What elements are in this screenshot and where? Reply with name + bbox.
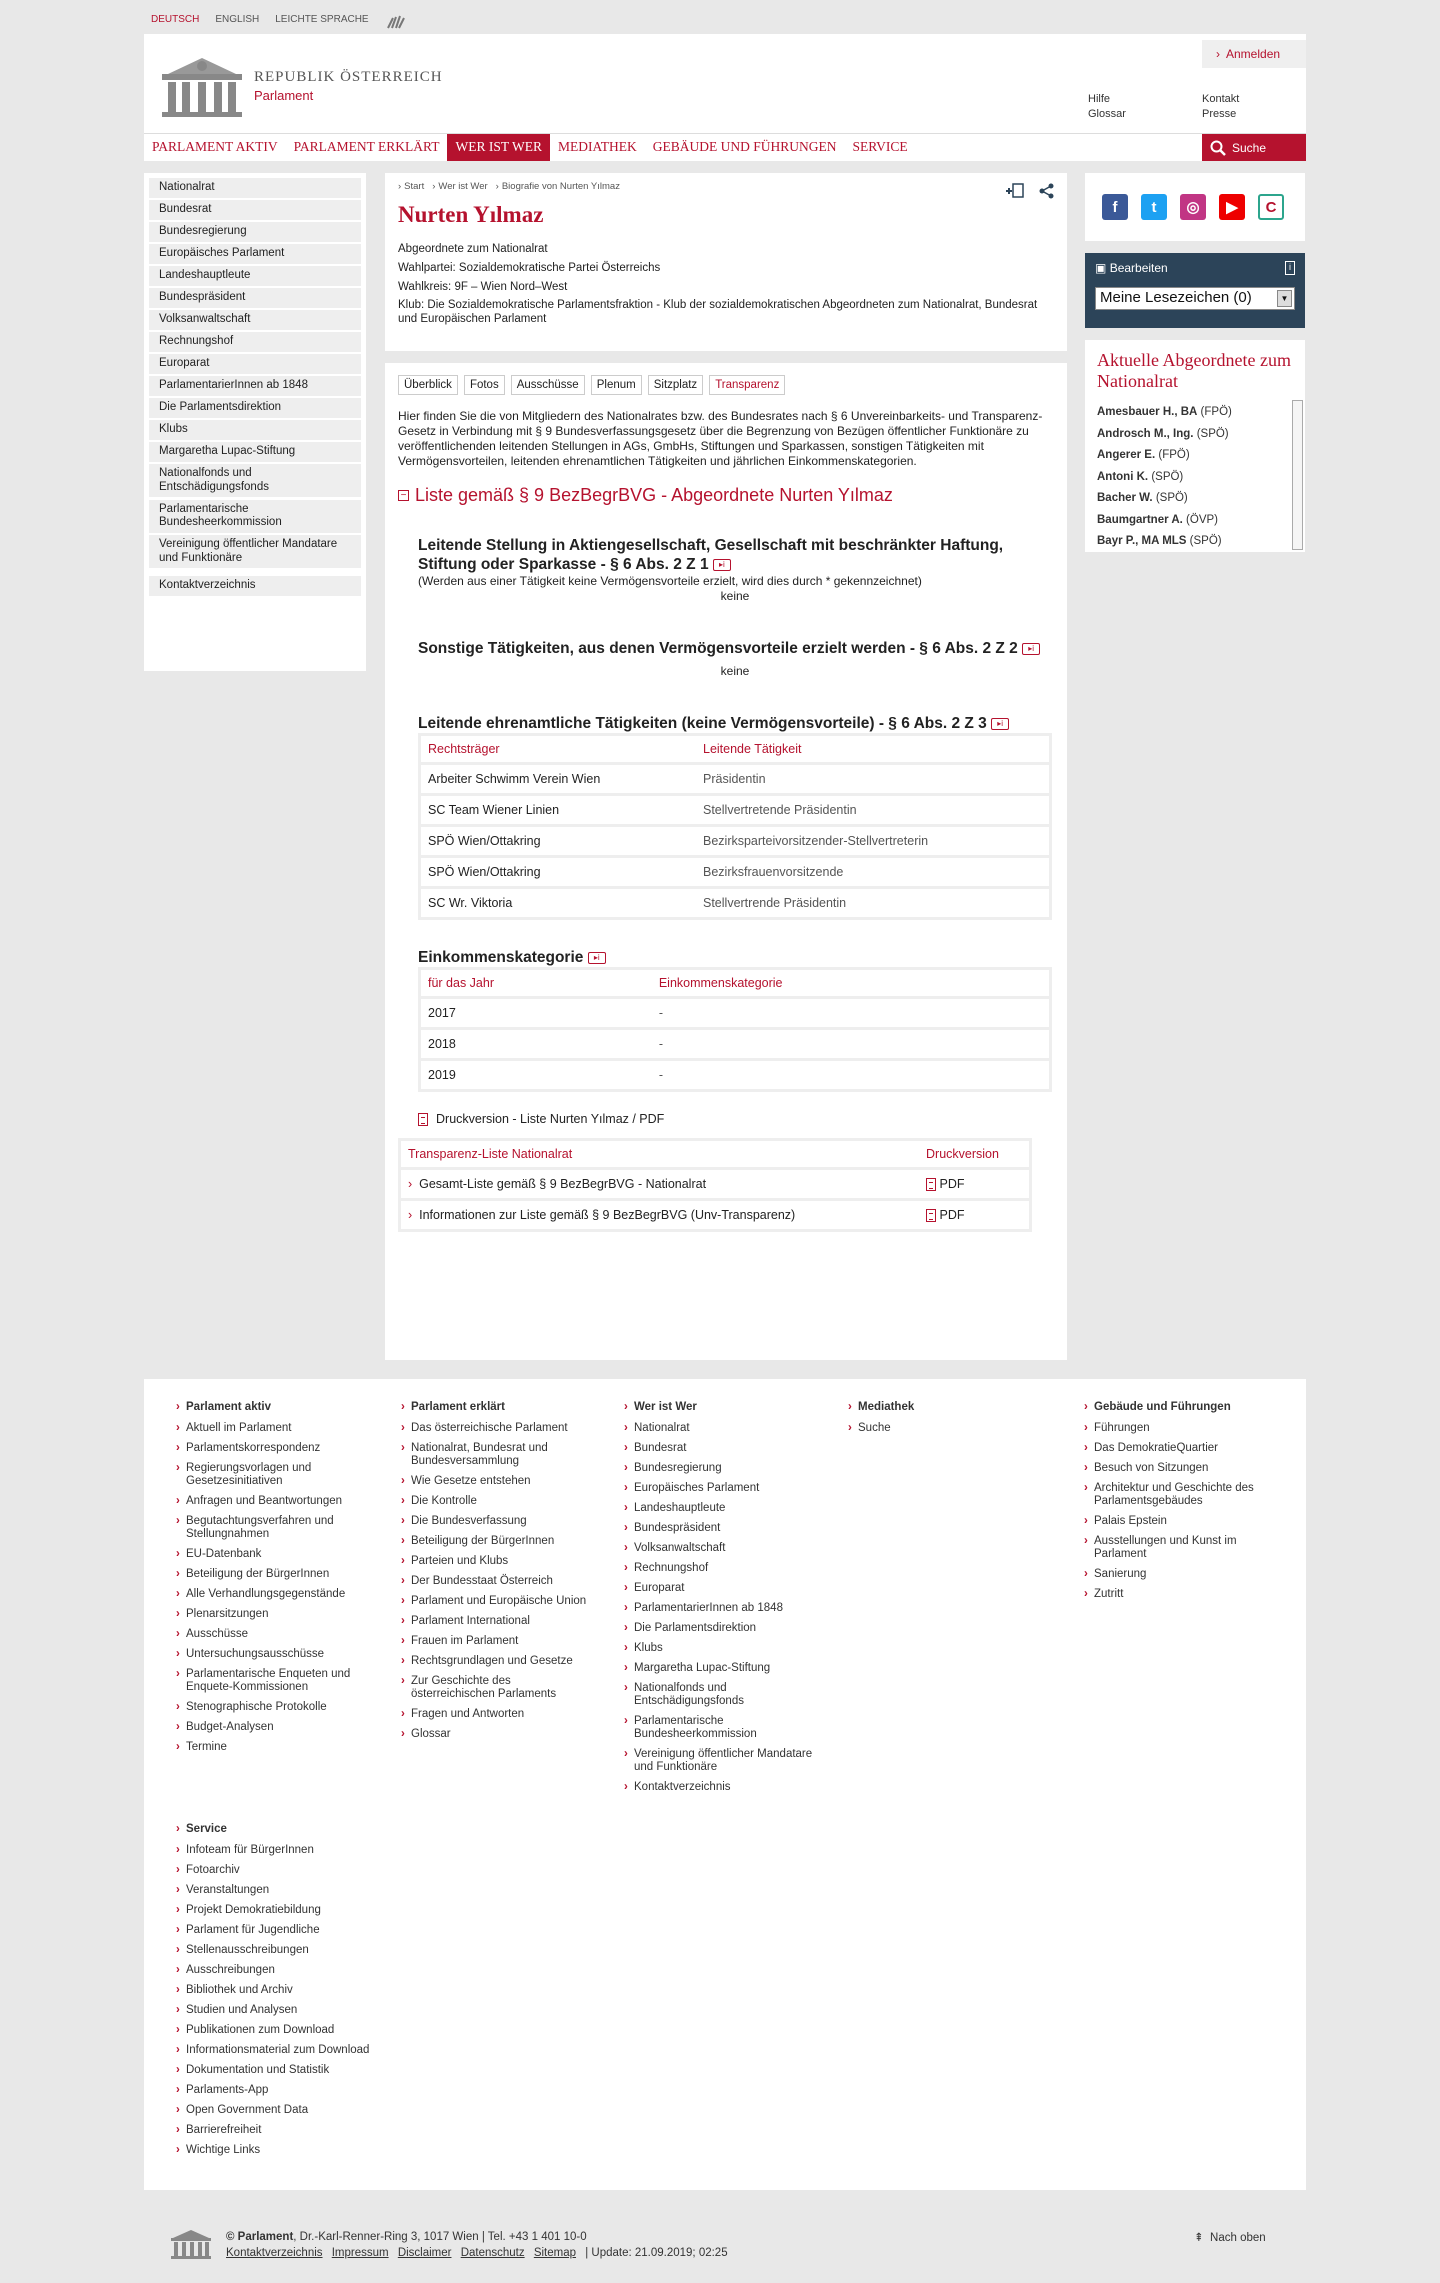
table-cell: -: [652, 1030, 1049, 1058]
sidebar-item[interactable]: Die Parlamentsdirektion: [149, 398, 361, 418]
nav-parlament-erklaert[interactable]: PARLAMENT ERKLÄRT: [293, 139, 440, 154]
footer-heading[interactable]: › Gebäude und Führungen: [1094, 1401, 1274, 1414]
table-cell: Stellvertretende Präsidentin: [696, 796, 1049, 824]
column-header: Transparenz-Liste Nationalrat: [401, 1141, 919, 1167]
footer-link[interactable]: › Fragen und Antworten: [411, 1708, 591, 1721]
bookmarks-panel: [1085, 253, 1305, 328]
table-cell: Bezirksparteivorsitzender-Stellvertreterin: [696, 827, 1049, 855]
search-label: Suche: [1232, 140, 1267, 155]
footer-link[interactable]: › Parteien und Klubs: [411, 1555, 591, 1568]
footer-link[interactable]: › Budget-Analysen: [186, 1721, 376, 1734]
section-note: (Werden aus einer Tätigkeit keine Vermögensvorteile erzielt, wird dies durch * gekennzeichnet): [418, 574, 922, 588]
footer-link[interactable]: › Veranstaltungen: [186, 1884, 426, 1897]
members-scrollbar[interactable]: [1292, 400, 1303, 550]
footer-link[interactable]: › Die Parlamentsdirektion: [634, 1622, 814, 1635]
footer-link[interactable]: › Open Government Data: [186, 2104, 426, 2117]
twitter-icon[interactable]: t: [1141, 194, 1167, 220]
footer-link[interactable]: › Publikationen zum Download: [186, 2024, 426, 2037]
footer-link[interactable]: › Margaretha Lupac-Stiftung: [634, 1662, 814, 1675]
footer-link[interactable]: › Volksanwaltschaft: [634, 1542, 814, 1555]
login-label: Anmelden: [1226, 47, 1281, 61]
chevron-right-icon: ›: [408, 1177, 413, 1192]
back-to-top-label: Nach oben: [1210, 2232, 1266, 2244]
bio-actions: [1005, 183, 1055, 199]
footer-link[interactable]: › Parlament für Jugendliche: [186, 1924, 426, 1937]
footer-link[interactable]: › Parlamentarische Enqueten und Enquete-Kommissionen: [186, 1668, 376, 1694]
footer-link[interactable]: › Stellenausschreibungen: [186, 1944, 426, 1957]
intro-text: Hier finden Sie die von Mitgliedern des Nationalrates bzw. des Bundesrates nach § 6 Unvereinbarkeits- und Transparenz-Gesetz in Verbindung mit § 9 Bundesverfassungsgesetz über die Begrenzung von Bezügen öffentlicher Funktionäre zu veröffentlichenden leitenden Stellungen in AGs, GmbHs, Stiftungen und Sparkassen, sonstigen Tätigkeiten mit Vermögensvorteilen, leitenden ehrenamtlichen Tätigkeiten und jährlichen Einkommenskategorien.: [398, 409, 1043, 468]
transparency-panel: [385, 363, 1067, 1360]
current-members-panel: [1085, 340, 1305, 552]
sidebar-item[interactable]: ParlamentarierInnen ab 1848: [149, 376, 361, 396]
table-row: [421, 1030, 1049, 1058]
logo-subtitle: Parlament: [254, 88, 314, 103]
list-link[interactable]: Gesamt-Liste gemäß § 9 BezBegrBVG - Nationalrat: [419, 1177, 707, 1192]
footer-link[interactable]: › Ausschüsse: [186, 1628, 376, 1641]
footer-link[interactable]: › Studien und Analysen: [186, 2004, 426, 2017]
table-row: [421, 999, 1049, 1027]
footer-link[interactable]: › Bibliothek und Archiv: [186, 1984, 426, 1997]
instagram-icon[interactable]: ◎: [1180, 194, 1206, 220]
column-header: Leitende Tätigkeit: [696, 736, 1049, 762]
arrow-up-icon: ⇞: [1194, 2232, 1204, 2244]
bookmarks-select-value: Meine Lesezeichen (0): [1100, 289, 1252, 306]
transparency-list-table: [398, 1138, 1032, 1232]
list-item[interactable]: Amesbauer H., BA (FPÖ): [1097, 406, 1232, 418]
footer-link[interactable]: › Das österreichische Parlament: [411, 1422, 591, 1435]
tab-transparenz[interactable]: Transparenz: [709, 375, 785, 395]
footer-link[interactable]: › Bundesrat: [634, 1442, 814, 1455]
collapse-icon: −: [398, 490, 409, 501]
table-cell: SPÖ Wien/Ottakring: [421, 858, 696, 886]
footer-link[interactable]: › EU-Datenbank: [186, 1548, 376, 1561]
footer-link[interactable]: › Kontaktverzeichnis: [634, 1781, 814, 1794]
table-row: [421, 765, 1049, 793]
table-row: [421, 858, 1049, 886]
members-title: Aktuelle Abgeordnete zum Nationalrat: [1097, 350, 1291, 391]
section-title: Einkommenskategorie: [418, 949, 584, 966]
share-icon[interactable]: [1039, 183, 1055, 199]
section-value: keine: [720, 664, 750, 678]
footer-link[interactable]: › Palais Epstein: [1094, 1515, 1274, 1528]
footer-column-parlament-aktiv: [186, 1401, 376, 1761]
sidebar-item[interactable]: Vereinigung öffentlicher Mandatare und Funktionäre: [149, 535, 361, 568]
column-header: Einkommenskategorie: [652, 970, 1049, 996]
footer-link[interactable]: › Nationalrat, Bundesrat und Bundesversammlung: [411, 1442, 591, 1468]
footer-link[interactable]: › Vereinigung öffentlicher Mandatare und Funktionäre: [634, 1748, 814, 1774]
lang-leichte-sprache[interactable]: LEICHTE SPRACHE: [275, 14, 369, 25]
section-title: Leitende ehrenamtliche Tätigkeiten (keine Vermögensvorteile) - § 6 Abs. 2 Z 3: [418, 715, 987, 732]
breadcrumb: [398, 181, 1054, 192]
tab-ausschuesse[interactable]: Ausschüsse: [511, 375, 585, 395]
sidebar-item[interactable]: Klubs: [149, 420, 361, 440]
footer-link[interactable]: › Besuch von Sitzungen: [1094, 1462, 1274, 1475]
footer-link[interactable]: › Bundesregierung: [634, 1462, 814, 1475]
list-link[interactable]: Informationen zur Liste gemäß § 9 BezBegrBVG (Unv-Transparenz): [419, 1208, 796, 1223]
facebook-icon[interactable]: f: [1102, 194, 1128, 220]
footer-link[interactable]: › Anfragen und Beantwortungen: [186, 1495, 376, 1508]
info-icon[interactable]: ▸i: [1022, 643, 1040, 655]
page-title: Nurten Yılmaz: [398, 202, 544, 227]
table-row: [421, 796, 1049, 824]
edit-icon: ▣: [1095, 261, 1107, 275]
footer-link[interactable]: › Die Bundesverfassung: [411, 1515, 591, 1528]
table-cell: 2017: [421, 999, 652, 1027]
bio-party: Wahlpartei: Sozialdemokratische Partei Österreichs: [398, 262, 661, 274]
footer-link[interactable]: › Parlament und Europäische Union: [411, 1595, 591, 1608]
nav-wer-ist-wer[interactable]: WER IST WER: [447, 134, 550, 161]
list-item[interactable]: Angerer E. (FPÖ): [1097, 449, 1190, 461]
footer-link[interactable]: › Informationsmaterial zum Download: [186, 2044, 426, 2057]
footer-link[interactable]: › Wichtige Links: [186, 2144, 426, 2157]
table-row: [421, 889, 1049, 917]
breadcrumb-start[interactable]: Start: [404, 181, 425, 192]
footer-link[interactable]: › Das DemokratieQuartier: [1094, 1442, 1274, 1455]
footer-heading[interactable]: › Wer ist Wer: [634, 1401, 814, 1414]
tab-fotos[interactable]: Fotos: [464, 375, 505, 395]
parliament-building-icon: [158, 54, 246, 118]
app-icon[interactable]: C: [1258, 194, 1284, 220]
table-cell: Präsidentin: [696, 765, 1049, 793]
footer-link[interactable]: › Rechnungshof: [634, 1562, 814, 1575]
column-header: Druckversion: [919, 1141, 1029, 1167]
pdf-icon: [418, 1113, 428, 1126]
lang-deutsch[interactable]: DEUTSCH: [151, 14, 200, 25]
language-bar: [151, 14, 407, 30]
footer-link-sitemap[interactable]: Sitemap: [533, 2247, 577, 2259]
sidebar-item[interactable]: Parlamentarische Bundesheerkommission: [149, 500, 361, 533]
section-leitende-stellung: [418, 536, 1052, 603]
table-cell: SPÖ Wien/Ottakring: [421, 827, 696, 855]
footer-link[interactable]: › Ausstellungen und Kunst im Parlament: [1094, 1535, 1274, 1561]
sidebar-navigation: [144, 173, 366, 671]
last-update: | Update: 21.09.2019; 02:25: [585, 2247, 728, 2259]
info-icon[interactable]: ▸i: [991, 718, 1009, 730]
footer-link[interactable]: › Zur Geschichte des österreichischen Parlaments: [411, 1675, 591, 1701]
footer-link[interactable]: › Parlamentskorrespondenz: [186, 1442, 376, 1455]
list-item[interactable]: Androsch M., Ing. (SPÖ): [1097, 427, 1229, 440]
footer-link[interactable]: › Dokumentation und Statistik: [186, 2064, 426, 2077]
list-item[interactable]: Antoni K. (SPÖ): [1097, 470, 1184, 483]
sidebar-item[interactable]: Europarat: [149, 354, 361, 374]
glossary-link[interactable]: Glossar: [1088, 108, 1126, 120]
profile-tabs: [398, 375, 1054, 395]
footer-heading[interactable]: › Service: [186, 1823, 426, 1836]
chevron-down-icon: ▼: [1277, 290, 1292, 307]
sidebar-item[interactable]: Kontaktverzeichnis: [149, 576, 361, 596]
footer-link[interactable]: › Nationalrat: [634, 1422, 814, 1435]
sidebar-item[interactable]: Bundesrat: [149, 200, 361, 220]
footer-link[interactable]: › Ausschreibungen: [186, 1964, 426, 1977]
members-list: [1097, 402, 1293, 547]
sidebar-item[interactable]: Landeshauptleute: [149, 266, 361, 286]
pdf-icon: [926, 1209, 936, 1222]
footer-column-parlament-erklaert: [411, 1401, 591, 1748]
table-cell: Bezirksfrauenvorsitzende: [696, 858, 1049, 886]
sidebar-item[interactable]: Nationalrat: [149, 178, 361, 198]
footer-link[interactable]: › Parlamentarische Bundesheerkommission: [634, 1715, 814, 1741]
footer-heading[interactable]: › Parlament erklärt: [411, 1401, 591, 1414]
parliament-logo-icon[interactable]: [169, 2228, 213, 2260]
section-einkommen: [418, 948, 1052, 1092]
pdf-link[interactable]: PDF: [939, 1208, 965, 1223]
bottom-bar: [144, 2210, 1306, 2270]
footer-link[interactable]: › Europarat: [634, 1582, 814, 1595]
sidebar-item[interactable]: Rechnungshof: [149, 332, 361, 352]
main-navigation: [144, 133, 1306, 161]
footer-link[interactable]: › Nationalfonds und Entschädigungsfonds: [634, 1682, 814, 1708]
footer-link[interactable]: › Suche: [858, 1422, 1008, 1435]
footer-link[interactable]: › Infoteam für BürgerInnen: [186, 1844, 426, 1857]
table-cell: -: [652, 999, 1049, 1027]
sidebar-item[interactable]: Margaretha Lupac-Stiftung: [149, 442, 361, 462]
sidebar-item[interactable]: Bundespräsident: [149, 288, 361, 308]
footer-heading[interactable]: › Parlament aktiv: [186, 1401, 376, 1414]
table-row: [421, 1061, 1049, 1089]
nav-parlament-aktiv[interactable]: PARLAMENT AKTIV: [152, 139, 278, 154]
footer-link[interactable]: › Landeshauptleute: [634, 1502, 814, 1515]
logo-title: REPUBLIK ÖSTERREICH: [254, 69, 443, 85]
ehrenamt-table: [418, 733, 1052, 920]
section-value: keine: [720, 589, 750, 603]
breadcrumb-wer-ist-wer[interactable]: Wer ist Wer: [438, 181, 488, 192]
footer-link[interactable]: › Regierungsvorlagen und Gesetzesinitiativen: [186, 1462, 376, 1488]
table-cell: 2018: [421, 1030, 652, 1058]
parliament-logo[interactable]: [158, 54, 443, 118]
footer-column-service: [186, 1823, 426, 2164]
bio-role: Abgeordnete zum Nationalrat: [398, 243, 548, 255]
sidebar-item[interactable]: Europäisches Parlament: [149, 244, 361, 264]
footer-link-impressum[interactable]: Impressum: [331, 2247, 389, 2259]
table-cell: Stellvertrende Präsidentin: [696, 889, 1049, 917]
info-icon[interactable]: i: [1285, 261, 1295, 275]
footer-link[interactable]: › Barrierefreiheit: [186, 2124, 426, 2137]
youtube-icon[interactable]: ▶: [1219, 194, 1245, 220]
footer-link[interactable]: › Glossar: [411, 1728, 591, 1741]
section-ehrenamtlich: [418, 714, 1052, 920]
pdf-icon: [926, 1178, 936, 1191]
footer-link[interactable]: › Projekt Demokratiebildung: [186, 1904, 426, 1917]
lang-english[interactable]: ENGLISH: [215, 14, 260, 25]
nav-mediathek[interactable]: MEDIATHEK: [557, 139, 637, 154]
bookmarks-select[interactable]: [1095, 287, 1295, 310]
pdf-link[interactable]: PDF: [939, 1177, 965, 1191]
site-footer: [144, 1379, 1306, 2190]
top-links-right: [1202, 92, 1239, 122]
footer-link[interactable]: › Klubs: [634, 1642, 814, 1655]
address: , Dr.-Karl-Renner-Ring 3, 1017 Wien | Tel. +43 1 401 10-0: [293, 2231, 587, 2243]
table-cell: -: [652, 1061, 1049, 1089]
bookmark-add-icon[interactable]: [1005, 183, 1025, 199]
footer-link[interactable]: › Fotoarchiv: [186, 1864, 426, 1877]
footer-link[interactable]: › Parlament International: [411, 1615, 591, 1628]
print-version-label: Druckversion - Liste Nurten Yılmaz / PDF: [436, 1112, 665, 1126]
footer-link[interactable]: › Parlaments-App: [186, 2084, 426, 2097]
footer-link[interactable]: › Begutachtungsverfahren und Stellungnahmen: [186, 1515, 376, 1541]
footer-link-datenschutz[interactable]: Datenschutz: [460, 2247, 525, 2259]
footer-link[interactable]: › Stenographische Protokolle: [186, 1701, 376, 1714]
section-sonstige: [418, 639, 1052, 678]
footer-link[interactable]: › Bundespräsident: [634, 1522, 814, 1535]
footer-link[interactable]: › Der Bundesstaat Österreich: [411, 1575, 591, 1588]
tab-sitzplatz[interactable]: Sitzplatz: [648, 375, 703, 395]
search-button[interactable]: [1202, 134, 1306, 161]
list-item[interactable]: Bayr P., MA MLS (SPÖ): [1097, 535, 1222, 547]
section-title: Sonstige Tätigkeiten, aus denen Vermögensvorteile erzielt werden - § 6 Abs. 2 Z 2: [418, 640, 1018, 657]
copyright-org: © Parlament: [226, 2231, 294, 2243]
login-button[interactable]: [1202, 40, 1306, 68]
footer-link[interactable]: › Termine: [186, 1741, 376, 1754]
list-item[interactable]: Baumgartner A. (ÖVP): [1097, 513, 1218, 526]
social-links: [1085, 173, 1305, 241]
print-version-link[interactable]: [418, 1112, 1054, 1126]
footer-link[interactable]: › Architektur und Geschichte des Parlamentsgebäudes: [1094, 1482, 1274, 1508]
section-title: Leitende Stellung in Aktiengesellschaft, Gesellschaft mit beschränkter Haftung, Stiftung oder Sparkasse - § 6 Abs. 2 Z 1: [418, 537, 1004, 573]
footer-link[interactable]: › Aktuell im Parlament: [186, 1422, 376, 1435]
search-icon: [1210, 140, 1226, 156]
footer-link[interactable]: › Beteiligung der BürgerInnen: [411, 1535, 591, 1548]
footer-link[interactable]: › Die Kontrolle: [411, 1495, 591, 1508]
income-table: [418, 967, 1052, 1092]
table-cell: 2019: [421, 1061, 652, 1089]
footer-link[interactable]: › Sanierung: [1094, 1568, 1274, 1581]
footer-link[interactable]: › Rechtsgrundlagen und Gesetze: [411, 1655, 591, 1668]
sign-language-icon[interactable]: [385, 14, 407, 30]
column-header: für das Jahr: [421, 970, 652, 996]
liste-toggle[interactable]: [398, 485, 1054, 506]
bio-details: [398, 240, 1054, 326]
table-cell: Arbeiter Schwimm Verein Wien: [421, 765, 696, 793]
bio-club: Klub: Die Sozialdemokratische Parlamentsfraktion - Klub der sozialdemokratischen Abgeordneten zum Nationalrat, Bundesrat und Europäischen Parlament: [398, 299, 1038, 325]
back-to-top-link[interactable]: [1194, 2230, 1266, 2244]
contact-link[interactable]: Kontakt: [1202, 93, 1240, 105]
tab-plenum[interactable]: Plenum: [591, 375, 642, 395]
sidebar-item[interactable]: Volksanwaltschaft: [149, 310, 361, 330]
breadcrumb-current: Biografie von Nurten Yılmaz: [501, 181, 620, 192]
footer-link[interactable]: › Untersuchungsausschüsse: [186, 1648, 376, 1661]
footer-column-wer-ist-wer: [634, 1401, 814, 1801]
footer-link[interactable]: › Zutritt: [1094, 1588, 1274, 1601]
table-row[interactable]: [401, 1201, 1029, 1229]
footer-link[interactable]: › Frauen im Parlament: [411, 1635, 591, 1648]
liste-title: Liste gemäß § 9 BezBegrBVG - Abgeordnete Nurten Yılmaz: [415, 485, 893, 505]
nav-service[interactable]: SERVICE: [852, 139, 908, 154]
footer-link[interactable]: › Wie Gesetze entstehen: [411, 1475, 591, 1488]
biography-panel: [385, 173, 1067, 351]
bookmarks-title: Bearbeiten: [1109, 261, 1168, 275]
footer-link-disclaimer[interactable]: Disclaimer: [397, 2247, 452, 2259]
bio-district: Wahlkreis: 9F – Wien Nord–West: [398, 281, 568, 293]
nav-gebaeude-fuehrungen[interactable]: GEBÄUDE UND FÜHRUNGEN: [652, 139, 837, 154]
footer-link[interactable]: › Europäisches Parlament: [634, 1482, 814, 1495]
footer-link[interactable]: › ParlamentarierInnen ab 1848: [634, 1602, 814, 1615]
sidebar-item[interactable]: Nationalfonds und Entschädigungsfonds: [149, 464, 361, 497]
column-header: Rechtsträger: [421, 736, 696, 762]
info-icon[interactable]: ▸i: [588, 952, 606, 964]
table-row[interactable]: [401, 1170, 1029, 1198]
footer-heading[interactable]: › Mediathek: [858, 1401, 1008, 1414]
table-cell: SC Team Wiener Linien: [421, 796, 696, 824]
table-row: [421, 827, 1049, 855]
footer-link-kontaktverzeichnis[interactable]: Kontaktverzeichnis: [226, 2247, 323, 2259]
list-item[interactable]: Bacher W. (SPÖ): [1097, 492, 1188, 504]
sidebar-item[interactable]: Bundesregierung: [149, 222, 361, 242]
chevron-right-icon: ›: [408, 1208, 413, 1223]
footer-link[interactable]: › Beteiligung der BürgerInnen: [186, 1568, 376, 1581]
press-link[interactable]: Presse: [1202, 108, 1237, 120]
footer-link[interactable]: › Plenarsitzungen: [186, 1608, 376, 1621]
tab-ueberblick[interactable]: Überblick: [398, 375, 458, 395]
top-links-left: [1088, 92, 1126, 122]
footer-column-gebaeude: [1094, 1401, 1274, 1608]
chevron-right-icon: ›: [1216, 47, 1220, 61]
footer-column-mediathek: [858, 1401, 1008, 1442]
help-link[interactable]: Hilfe: [1088, 93, 1111, 105]
footer-link[interactable]: › Führungen: [1094, 1422, 1274, 1435]
footer-link[interactable]: › Alle Verhandlungsgegenstände: [186, 1588, 376, 1601]
info-icon[interactable]: ▸i: [713, 559, 731, 571]
table-cell: SC Wr. Viktoria: [421, 889, 696, 917]
